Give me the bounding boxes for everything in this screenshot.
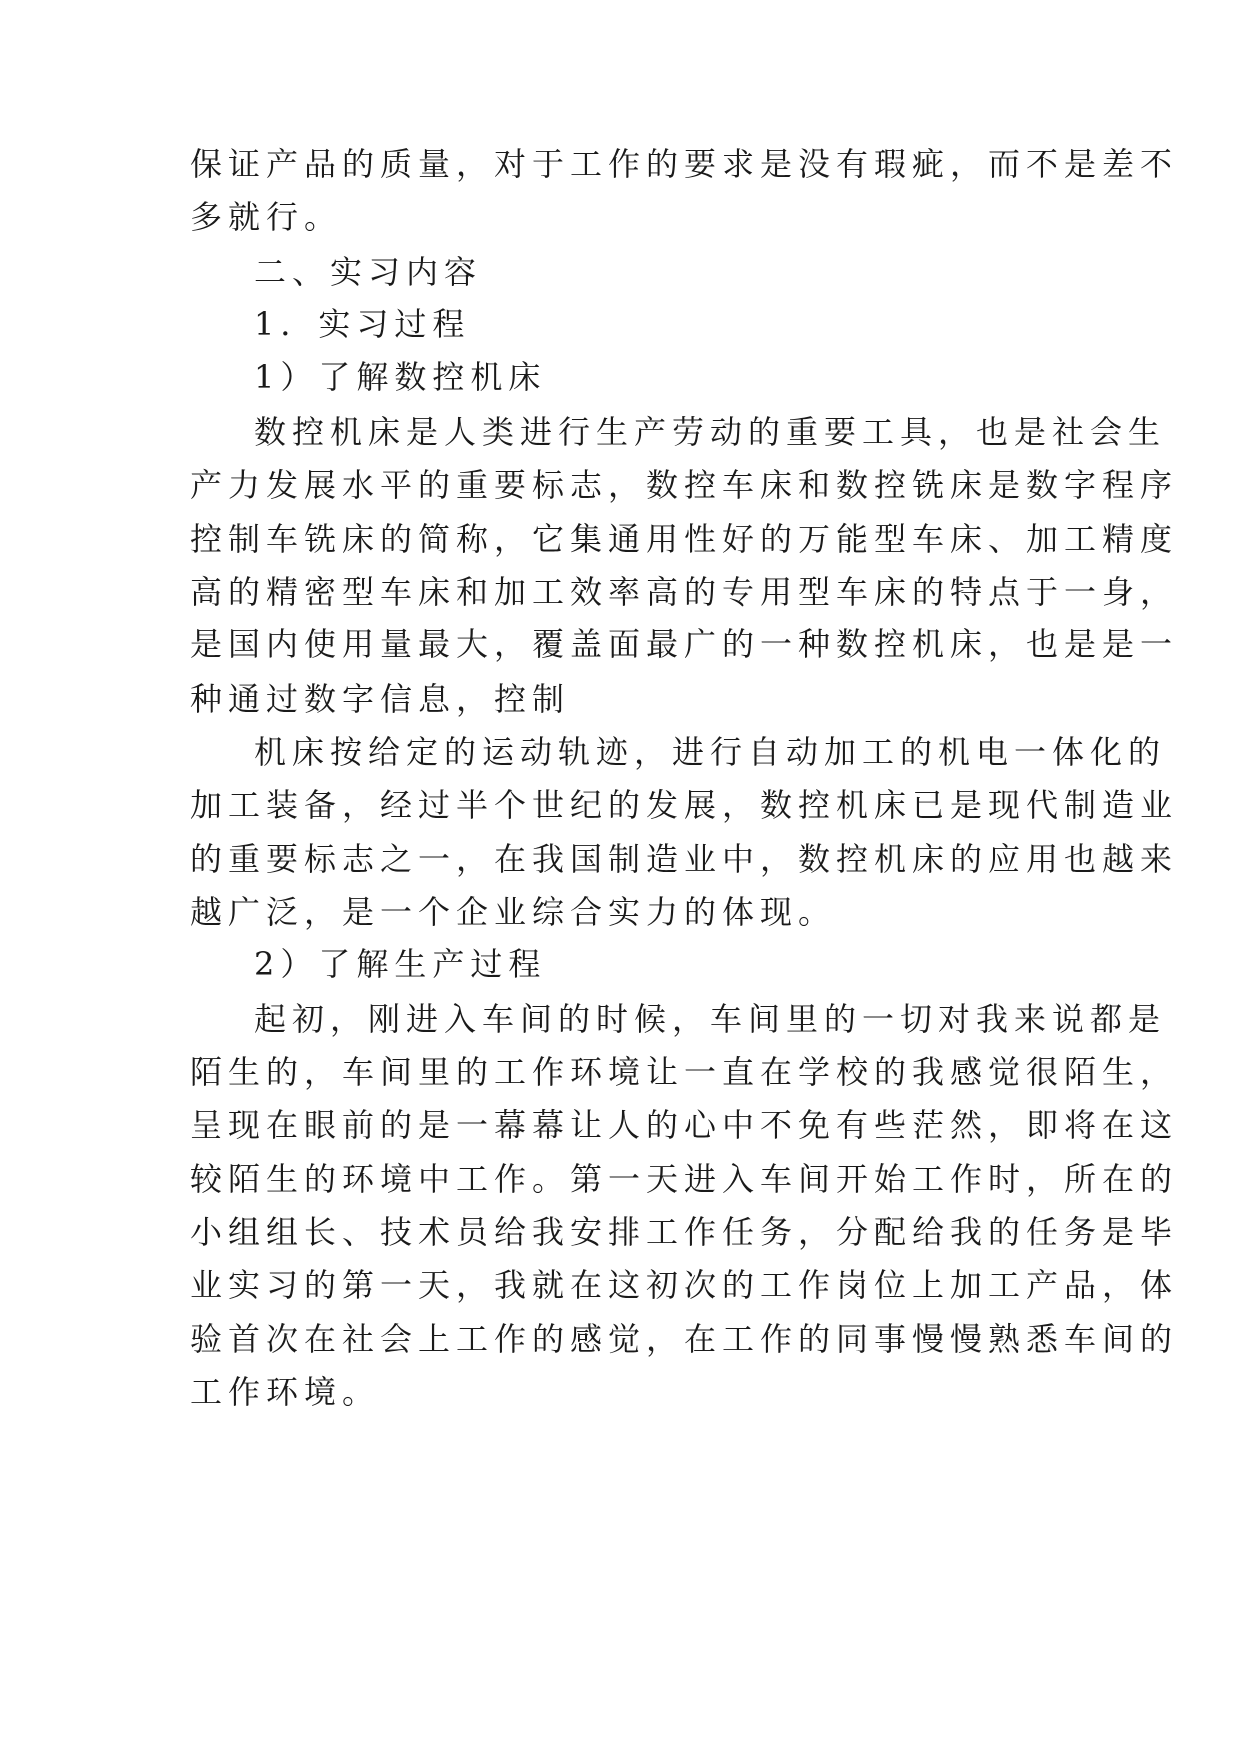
section-heading: 二、实习内容 xyxy=(254,253,483,291)
text-line: 业实习的第一天，我就在这初次的工作岗位上加工产品，体 xyxy=(190,1266,1179,1304)
text-line: 高的精密型车床和加工效率高的专用型车床的特点于一身， xyxy=(190,573,1179,611)
text-line: 加工装备，经过半个世纪的发展，数控机床已是现代制造业 xyxy=(190,786,1179,824)
paragraph-first-line: 机床按给定的运动轨迹，进行自动加工的机电一体化的 xyxy=(254,733,1167,771)
text-line: 多就行。 xyxy=(190,198,343,236)
text-line: 验首次在社会上工作的感觉，在工作的同事慢慢熟悉车间的 xyxy=(190,1320,1179,1358)
item-heading: 2）了解生产过程 xyxy=(254,945,547,983)
text-line: 小组组长、技术员给我安排工作任务，分配给我的任务是毕 xyxy=(190,1213,1179,1251)
text-line: 越广泛，是一个企业综合实力的体现。 xyxy=(190,893,837,931)
text-line: 陌生的，车间里的工作环境让一直在学校的我感觉很陌生， xyxy=(190,1053,1179,1091)
item-heading: 1）了解数控机床 xyxy=(254,358,547,396)
text-line: 种通过数字信息，控制 xyxy=(190,680,571,718)
text-line: 呈现在眼前的是一幕幕让人的心中不免有些茫然，即将在这 xyxy=(190,1106,1179,1144)
text-line: 的重要标志之一，在我国制造业中，数控机床的应用也越来 xyxy=(190,840,1179,878)
subsection-heading: 1．实习过程 xyxy=(254,305,471,343)
text-line: 保证产品的质量，对于工作的要求是没有瑕疵，而不是差不 xyxy=(190,145,1179,183)
paragraph-first-line: 起初，刚进入车间的时候，车间里的一切对我来说都是 xyxy=(254,1000,1167,1038)
text-line: 控制车铣床的简称，它集通用性好的万能型车床、加工精度 xyxy=(190,520,1179,558)
text-line: 较陌生的环境中工作。第一天进入车间开始工作时，所在的 xyxy=(190,1160,1179,1198)
text-line: 是国内使用量最大，覆盖面最广的一种数控机床，也是是一 xyxy=(190,625,1179,663)
text-line: 工作环境。 xyxy=(190,1373,381,1411)
text-line: 产力发展水平的重要标志，数控车床和数控铣床是数字程序 xyxy=(190,466,1179,504)
paragraph-first-line: 数控机床是人类进行生产劳动的重要工具，也是社会生 xyxy=(254,413,1167,451)
